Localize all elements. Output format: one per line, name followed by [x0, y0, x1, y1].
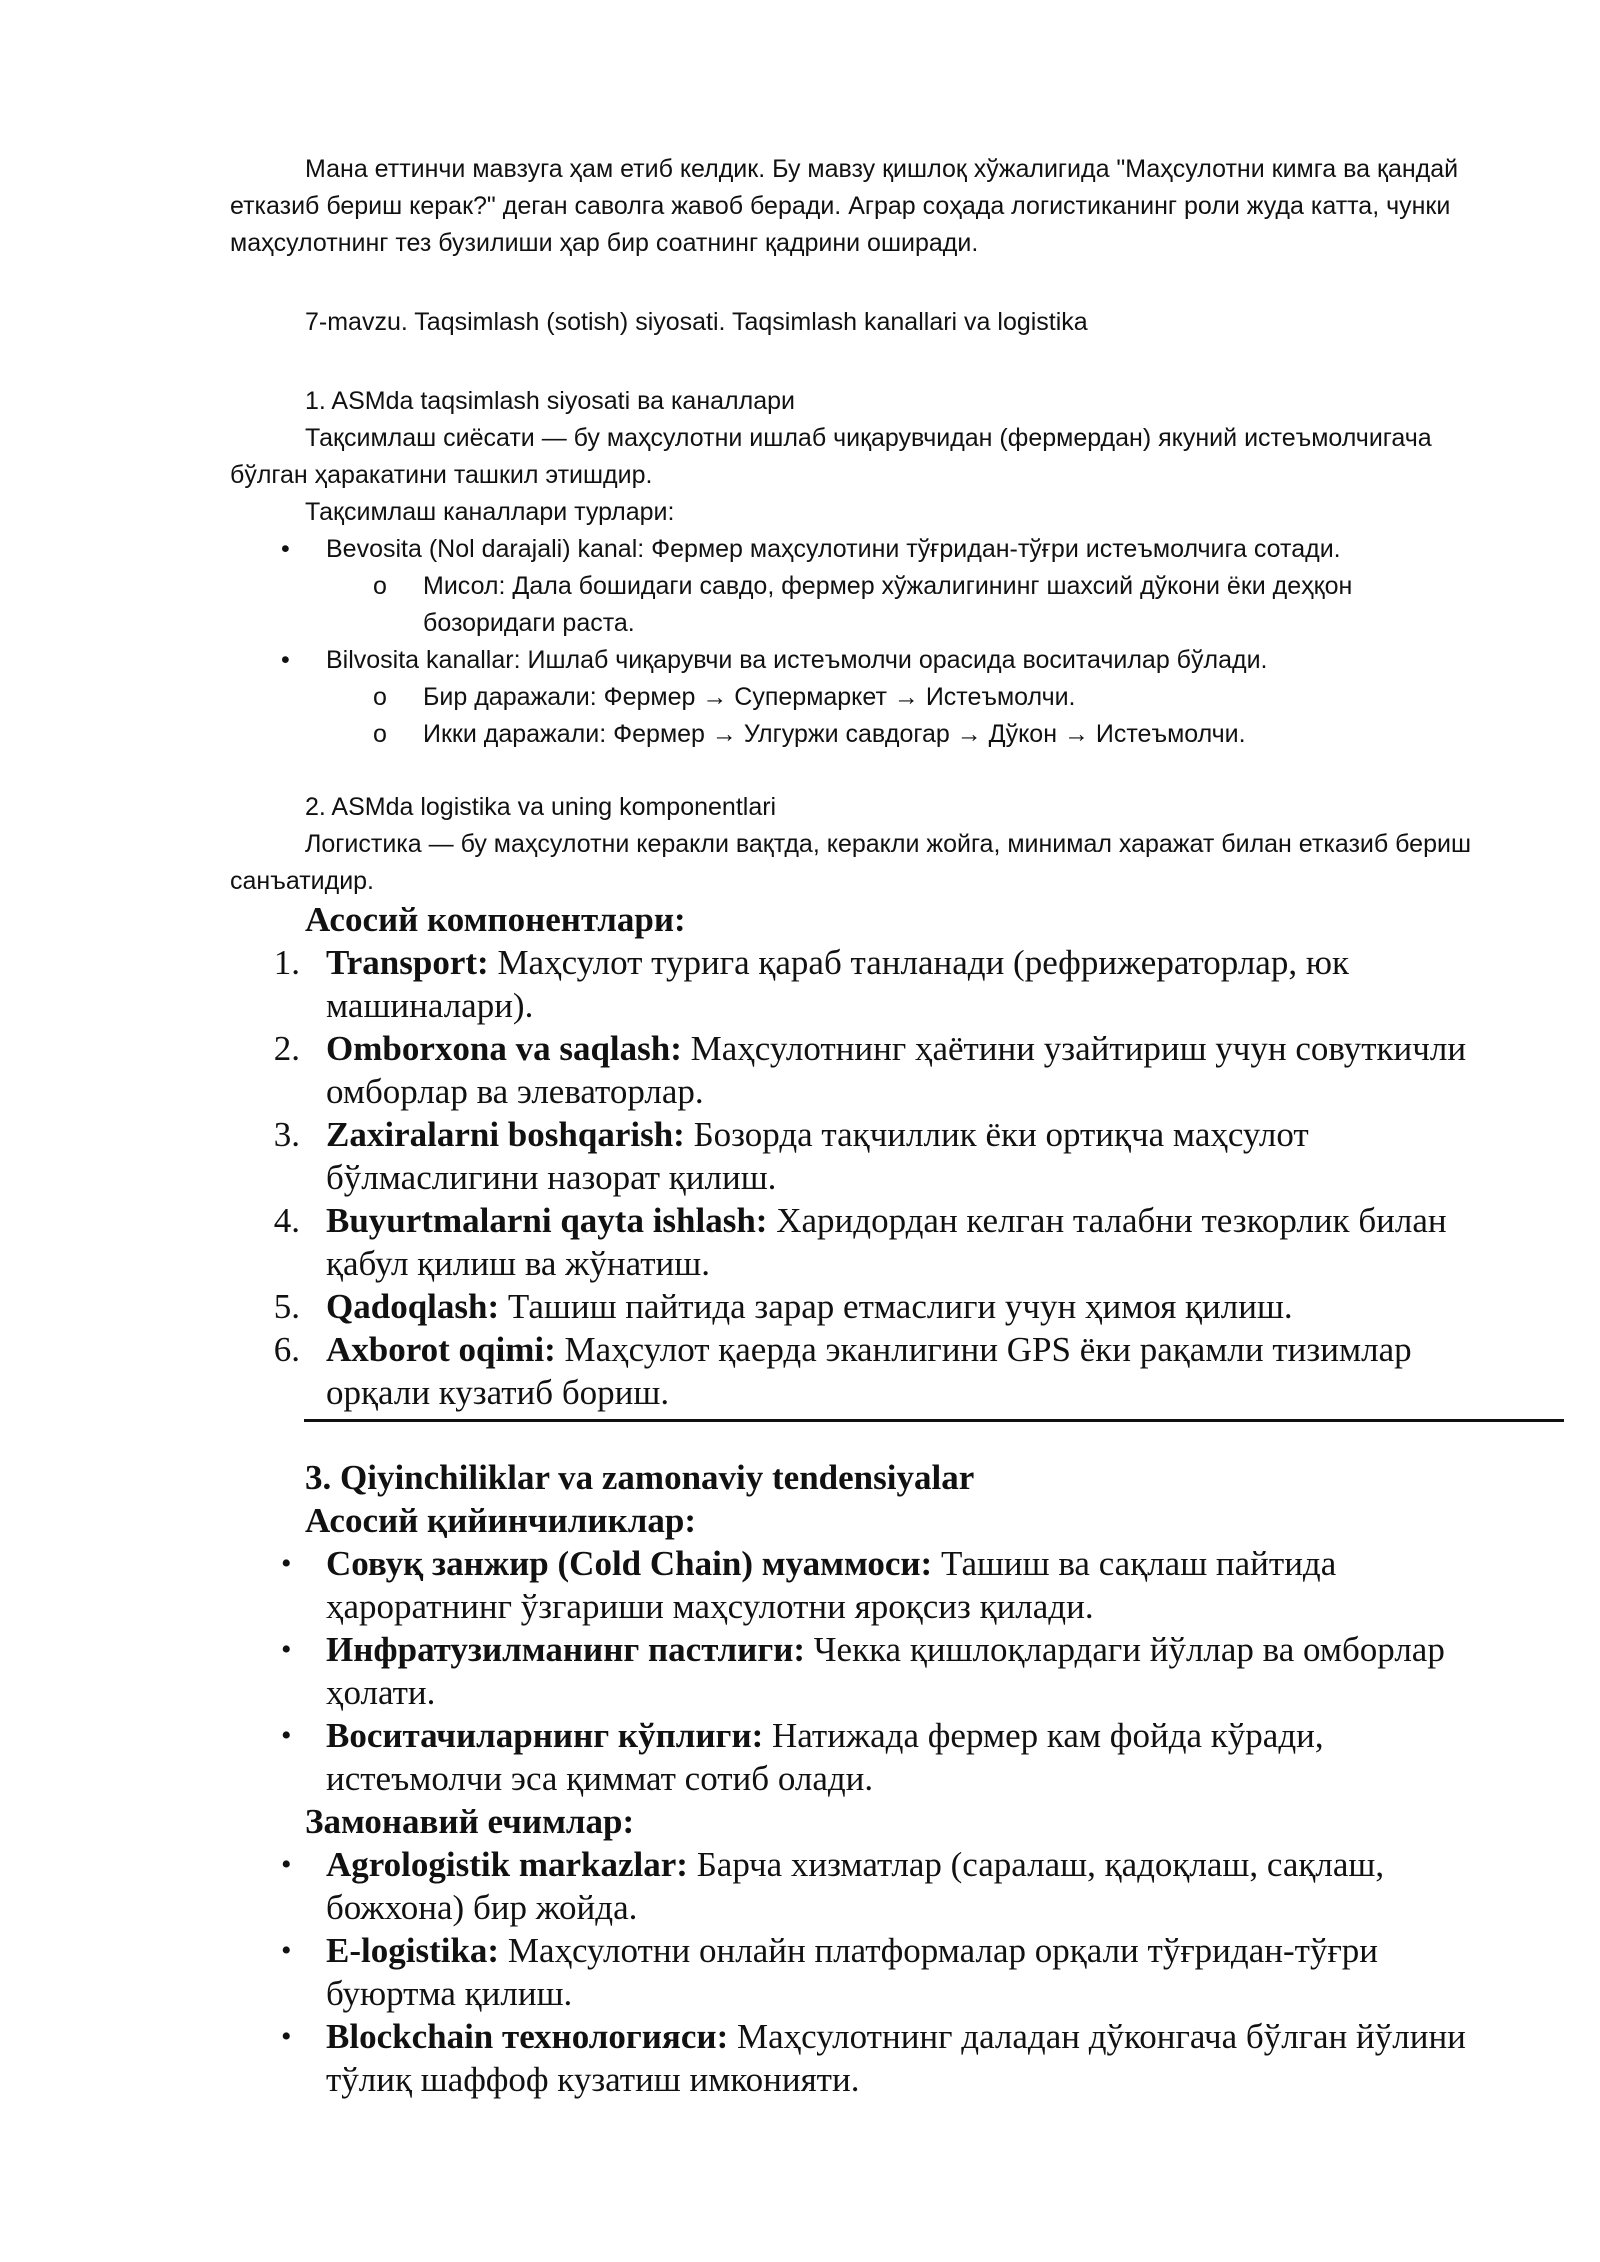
section-2 — [230, 789, 1480, 900]
component-title: Zaxiralarni boshqarish: — [326, 1115, 685, 1154]
solutions-label: Замонавий ечимлар: — [305, 1802, 635, 1841]
topic-block — [230, 304, 1480, 341]
components-block — [230, 898, 1480, 1414]
bullet-marker: • — [281, 1848, 292, 1881]
list-item — [230, 1113, 1480, 1199]
component-text: Маҳсулотнинг ҳаётини узайтириш учун совуткичли омборлар ва элеваторлар. — [326, 1029, 1467, 1111]
list-item-text: Икки даражали: Фермер → Улгуржи савдогар → Дўкон → Истеъмолчи. — [423, 720, 1246, 748]
challenges-label: Асосий қийинчиликлар: — [305, 1501, 697, 1540]
component-title: Axborot oqimi: — [326, 1330, 556, 1369]
section-3 — [230, 1456, 1480, 2101]
list-item — [230, 941, 1480, 1027]
solution-title: E-logistika: — [326, 1931, 500, 1970]
list-item — [230, 1628, 1480, 1714]
sub-bullet-marker: o — [373, 572, 387, 600]
intro-block — [230, 151, 1480, 262]
list-item-text: Мисол: Дала бошидаги савдо, фермер хўжалигининг шахсий дўкони ёки деҳқон бозоридаги раста. — [423, 572, 1353, 637]
list-item — [230, 1328, 1480, 1414]
list-item — [230, 716, 1480, 753]
component-title: Transport: — [326, 943, 489, 982]
component-text: Маҳсулот қаерда эканлигини GPS ёки рақамли тизимлар орқали кузатиб бориш. — [326, 1330, 1412, 1412]
section-3-heading: 3. Qiyinchiliklar va zamonaviy tendensiyalar — [305, 1458, 975, 1497]
list-item-text: Bilvosita kanallar: Ишлаб чиқарувчи ва истеъмолчи орасида воситачилар бўлади. — [326, 646, 1268, 674]
sub-bullet-marker: o — [373, 720, 387, 748]
challenge-text: Натижада фермер кам фойда кўради, истеъмолчи эса қиммат сотиб олади. — [326, 1716, 1324, 1798]
list-item — [230, 568, 1480, 642]
bullet-marker: • — [281, 1719, 292, 1752]
component-text: Бозорда тақчиллик ёки ортиқча маҳсулот бўлмаслигини назорат қилиш. — [326, 1115, 1309, 1197]
list-item — [230, 1027, 1480, 1113]
section-1 — [230, 383, 1480, 753]
list-number: 2. — [273, 1029, 300, 1068]
bullet-marker: • — [281, 646, 290, 674]
solution-text: Барча хизматлар (саралаш, қадоқлаш, сақлаш, божхона) бир жойда. — [326, 1845, 1385, 1927]
list-item — [230, 642, 1480, 679]
bullet-marker: • — [281, 1633, 292, 1666]
challenge-text: Чекка қишлоқлардаги йўллар ва омборлар ҳолати. — [326, 1630, 1445, 1712]
challenge-title: Воситачиларнинг кўплиги: — [326, 1716, 764, 1755]
list-item — [230, 531, 1480, 568]
challenge-title: Совуқ занжир (Cold Chain) муаммоси: — [326, 1544, 933, 1583]
list-number: 3. — [273, 1115, 300, 1154]
list-item — [230, 2015, 1480, 2101]
bullet-marker: • — [281, 1934, 292, 1967]
bullet-marker: • — [281, 535, 290, 563]
challenge-text: Ташиш ва сақлаш пайтида ҳароратнинг ўзгариши маҳсулотни яроқсиз қилади. — [326, 1544, 1337, 1626]
section-2-definition: Логистика — бу маҳсулотни керакли вақтда, керакли жойга, минимал харажат билан етказиб бериш санъатидир. — [230, 830, 1472, 895]
list-item — [230, 1843, 1480, 1929]
component-title: Omborxona va saqlash: — [326, 1029, 682, 1068]
component-text: Харидордан келган талабни тезкорлик билан қабул қилиш ва жўнатиш. — [326, 1201, 1447, 1283]
section-1-definition: Тақсимлаш сиёсати — бу маҳсулотни ишлаб чиқарувчидан (фермердан) якуний истеъмолчигача бўлган ҳаракатини ташкил этишдир. — [230, 424, 1432, 489]
list-item — [230, 1929, 1480, 2015]
section-2-heading: 2. ASMda logistika va uning komponentlari — [305, 793, 777, 821]
sub-bullet-marker: o — [373, 683, 387, 711]
list-number: 5. — [273, 1287, 300, 1326]
component-title: Buyurtmalarni qayta ishlash: — [326, 1201, 768, 1240]
channel-types-label: Тақсимлаш каналлари турлари: — [305, 498, 675, 526]
list-item — [230, 1542, 1480, 1628]
component-text: Маҳсулот турига қараб танланади (рефрижераторлар, юк машиналари). — [326, 943, 1349, 1025]
horizontal-rule — [304, 1419, 1564, 1422]
list-item — [230, 1199, 1480, 1285]
bullet-marker: • — [281, 2020, 292, 2053]
solution-text: Маҳсулотнинг даладан дўконгача бўлган йўлини тўлиқ шаффоф кузатиш имконияти. — [326, 2017, 1466, 2099]
components-label: Асосий компонентлари: — [305, 900, 686, 939]
solution-text: Маҳсулотни онлайн платформалар орқали тўғридан-тўғри буюртма қилиш. — [326, 1931, 1379, 2013]
list-item — [230, 1714, 1480, 1800]
list-number: 4. — [273, 1201, 300, 1240]
list-item-text: Bevosita (Nol darajali) kanal: Фермер маҳсулотини тўғридан-тўғри истеъмолчига сотади. — [326, 535, 1341, 563]
list-item — [230, 1285, 1480, 1328]
list-item-text: Бир даражали: Фермер → Супермаркет → Истеъмолчи. — [423, 683, 1076, 711]
topic-title: 7-mavzu. Taqsimlash (sotish) siyosati. Taqsimlash kanallari va logistika — [305, 308, 1088, 336]
intro-paragraph: Мана еттинчи мавзуга ҳам етиб келдик. Бу мавзу қишлоқ хўжалигида "Маҳсулотни кимга ва қандай етказиб бериш керак?" деган саволга жавоб беради. Аграр соҳада логистиканинг роли жуда катта, чунки маҳсулотнинг тез бузилиши ҳар бир соатнинг қадрини оширади. — [230, 155, 1459, 257]
section-1-heading: 1. ASMda taqsimlash siyosati ва каналлари — [305, 387, 795, 415]
list-item — [230, 679, 1480, 716]
list-number: 1. — [273, 943, 300, 982]
solution-title: Blockchain технологияси: — [326, 2017, 729, 2056]
bullet-marker: • — [281, 1547, 292, 1580]
solution-title: Agrologistik markazlar: — [326, 1845, 688, 1884]
challenge-title: Инфратузилманинг пастлиги: — [326, 1630, 806, 1669]
component-text: Ташиш пайтида зарар етмаслиги учун ҳимоя қилиш. — [499, 1287, 1293, 1326]
component-title: Qadoqlash: — [326, 1287, 500, 1326]
list-number: 6. — [273, 1330, 300, 1369]
